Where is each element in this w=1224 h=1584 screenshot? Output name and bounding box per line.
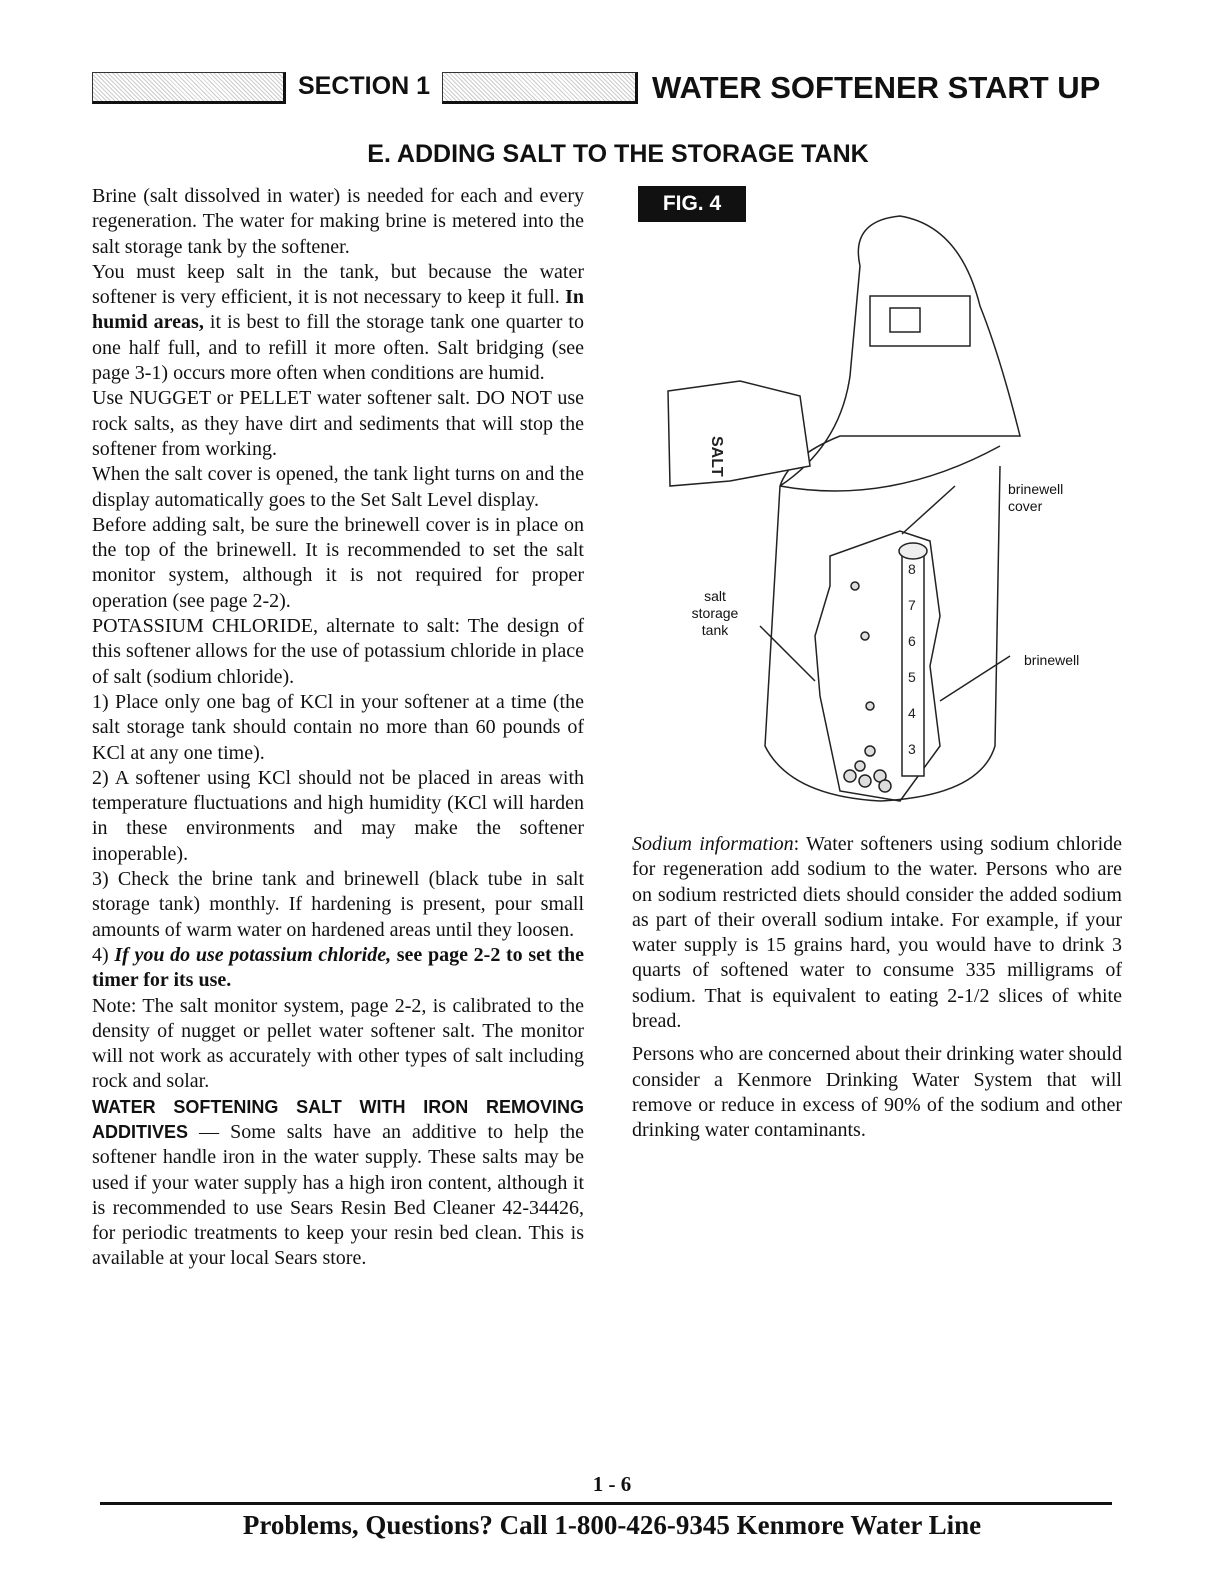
section-label: SECTION 1 <box>298 72 430 100</box>
paragraph: 2) A softener using KCl should not be placed in areas with temperature fluctuations and high humidity (KCl will harden in these environments and may make the softener inoperable). <box>92 766 584 865</box>
lid <box>780 216 1020 486</box>
label-salt-storage-tank: salt storage tank <box>691 588 739 638</box>
salt-bag <box>668 381 810 486</box>
paragraph <box>92 260 584 386</box>
right-column <box>632 832 1122 1144</box>
page-number: 1 - 6 <box>592 1472 632 1496</box>
text: it is best to fill the storage tank one quarter to one half full, and to refill it more often. Salt bridging (see page 3-1) occurs more often when conditions are humid. <box>92 311 584 385</box>
paragraph: Use NUGGET or PELLET water softener salt. DO NOT use rock salts, as they have dirt and sediments that will stop the softener from working. <box>92 387 584 460</box>
paragraph: Note: The salt monitor system, page 2-2, is calibrated to the density of nugget or pellet water softener salt. The monitor will not work as accurately with other types of salt including rock and solar. <box>92 994 584 1093</box>
paragraph: 3) Check the brine tank and brinewell (black tube in salt storage tank) monthly. If hardening is present, pour small amounts of warm water on hardened areas until they loosen. <box>92 868 584 941</box>
header-hatch-right <box>442 72 638 104</box>
brinewell-cover <box>899 543 927 559</box>
paragraph: POTASSIUM CHLORIDE, alternate to salt: The design of this softener allows for the use of potassium chloride in place of salt (sodium chloride). <box>92 615 584 688</box>
label-brinewell: brinewell <box>1024 652 1080 668</box>
paragraph: When the salt cover is opened, the tank light turns on and the display automatically goes to the Set Salt Level display. <box>92 463 584 511</box>
scale-mark: 3 <box>908 741 916 757</box>
scale-mark: 6 <box>908 633 916 649</box>
paragraph <box>92 1095 584 1272</box>
scale-mark: 5 <box>908 669 916 685</box>
bold-text: In humid areas, <box>92 286 584 334</box>
footer-divider <box>100 1502 1112 1505</box>
text: see page 2-2 to set the timer for its use. <box>92 943 584 992</box>
italic-text: If you do use potassium chloride, <box>114 943 392 966</box>
scale-mark: 8 <box>908 561 916 577</box>
italic-text: Sodium information <box>632 833 794 855</box>
label-brinewell-cover: brinewell cover <box>1008 481 1064 514</box>
leader-line <box>760 626 815 681</box>
paragraph: 1) Place only one bag of KCl in your softener at a time (the salt storage tank should contain no more than 60 pounds of KCl at any one time). <box>92 690 584 764</box>
text: You must keep salt in the tank, but because the water softener is very efficient, it is not necessary to keep it full. <box>92 260 584 309</box>
scale-mark: 4 <box>908 705 916 721</box>
text: — Some salts have an additive to help the softener handle iron in the water supply. These salts may be used if your water supply has a high iron content, although it is recommended to use Sears Resin Bed Cleaner 42-34426, for periodic treatments to keep your resin bed clean. This is available at your local Sears store. <box>92 1120 584 1270</box>
section-title: WATER SOFTENER START UP <box>652 70 1101 105</box>
paragraph: Brine (salt dissolved in water) is needed for each and every regeneration. The water for making brine is metered into the salt storage tank by the softener. <box>92 185 584 258</box>
paragraph: Before adding salt, be sure the brinewell cover is in place on the top of the brinewell. It is recommended to set the salt monitor system, although it is not required for proper operation (see page 2-2). <box>92 513 584 612</box>
tank-body <box>765 466 1000 801</box>
bag-label: SALT <box>708 436 725 477</box>
text: : Water softeners using sodium chloride for regeneration add sodium to the water. Persons who are on sodium restricted diets should consider the added sodium as part of their overall sodium intake. For example, if your water supply is 15 grains hard, you would have to drink 3 quarts of softened water to consume 335 milligrams of sodium. That is equivalent to eating 2-1/2 slices of white bread. <box>632 833 1123 1033</box>
paragraph <box>632 832 1122 1034</box>
left-column <box>92 184 584 1272</box>
paragraph: Persons who are concerned about their drinking water should consider a Kenmore Drinking Water System that will remove or reduce in excess of 90% of the sodium and other drinking water contaminants. <box>632 1043 1122 1142</box>
leader-line <box>940 656 1010 701</box>
footer-helpline: Problems, Questions? Call 1-800-426-9345 Kenmore Water Line <box>242 1510 982 1540</box>
heading-text: WATER SOFTENING SALT WITH IRON REMOVING ADDITIVES <box>92 1096 584 1142</box>
subsection-title: E. ADDING SALT TO THE STORAGE TANK <box>367 140 869 168</box>
leader-line <box>902 486 955 534</box>
figure-tag: FIG. 4 <box>638 186 746 222</box>
paragraph <box>92 943 584 994</box>
header-hatch-left <box>92 72 286 104</box>
scale-mark: 7 <box>908 597 916 613</box>
text: 4) <box>92 943 115 966</box>
